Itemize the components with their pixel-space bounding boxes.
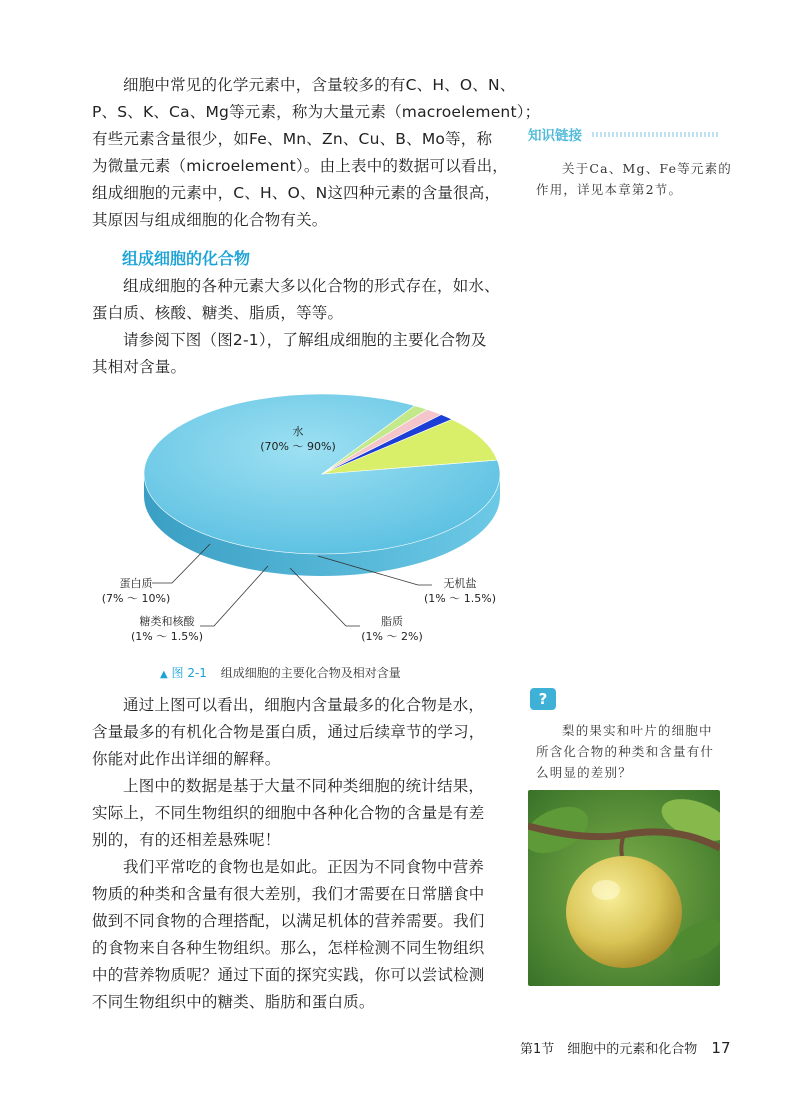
caption-triangle-icon: ▲ [160, 669, 168, 680]
text-line: 组成细胞的各种元素大多以化合物的形式存在，如水、 [123, 277, 500, 295]
footer-section: 第1节 细胞中的元素和化合物 [520, 1042, 698, 1057]
text-line: 我们平常吃的食物也是如此。正因为不同食物中营养 [123, 858, 485, 876]
label-lipid [352, 614, 432, 644]
protein-name: 蛋白质 [119, 577, 153, 590]
text-line: P、S、K、Ca、Mg等元素，称为大量元素（macroelement）； [92, 103, 541, 121]
paragraph-most-water [92, 692, 502, 773]
side-line: 关于Ca、Mg、Fe等元素的 [562, 161, 733, 176]
sugar-name: 糖类和核酸 [139, 615, 195, 628]
label-sugar-nucleic [122, 614, 212, 644]
text-line: 通过上图可以看出，细胞内含量最多的化合物是水， [123, 696, 485, 714]
leader-lipid [290, 568, 360, 626]
side-line: 么明显的差别？ [536, 765, 632, 780]
pear-image [528, 790, 720, 986]
pie-chart [132, 386, 512, 576]
text-line: 物质的种类和含量有很大差别，我们才需要在日常膳食中 [92, 885, 485, 903]
paragraph-food [92, 854, 502, 1016]
label-water [258, 424, 338, 454]
label-protein [96, 576, 176, 606]
figure-number: 图 2-1 [171, 666, 207, 680]
text-line: 做到不同食物的合理搭配，以满足机体的营养需要。我们 [92, 912, 485, 930]
side-line: 所含化合物的种类和含量有什 [536, 744, 715, 759]
knowledge-link-text [536, 158, 733, 200]
protein-range: (7% ～ 10%) [101, 592, 171, 605]
paragraph-elements [92, 72, 541, 234]
page-footer [520, 1038, 731, 1057]
text-line: 蛋白质、核酸、糖类、脂质，等等。 [92, 304, 344, 322]
text-line: 含量最多的有机化合物是蛋白质，通过后续章节的学习， [92, 723, 485, 741]
lipid-range: (1% ～ 2%) [361, 630, 423, 643]
label-inorganic-salt [420, 576, 500, 606]
question-icon: ? [530, 688, 556, 710]
text-line: 实际上，不同生物组织的细胞中各种化合物的含量是有差 [92, 804, 485, 822]
salt-range: (1% ～ 1.5%) [424, 592, 496, 605]
text-line: 细胞中常见的化学元素中，含量较多的有C、H、O、N、 [123, 76, 516, 94]
text-line: 其相对含量。 [92, 358, 187, 376]
water-name: 水 [292, 425, 304, 438]
page-number: 17 [711, 1039, 731, 1057]
section-heading: 组成细胞的化合物 [122, 249, 251, 268]
side-line: 作用，详见本章第2节。 [536, 182, 683, 197]
text-line: 有些元素含量很少，如Fe、Mn、Zn、Cu、B、Mo等，称 [92, 130, 493, 148]
sugar-range: (1% ～ 1.5%) [131, 630, 203, 643]
text-line: 组成细胞的元素中，C、H、O、N这四种元素的含量很高， [92, 184, 501, 202]
side-line: 梨的果实和叶片的细胞中 [562, 723, 713, 738]
figure-caption [160, 664, 401, 681]
text-line: 你能对此作出详细的解释。 [92, 750, 281, 768]
paragraph-statistics [92, 773, 502, 854]
text-line: 上图中的数据是基于大量不同种类细胞的统计结果， [123, 777, 485, 795]
water-range: (70% ～ 90%) [260, 440, 336, 453]
figure-caption-text: 组成细胞的主要化合物及相对含量 [220, 666, 401, 680]
lipid-name: 脂质 [381, 615, 403, 628]
salt-name: 无机盐 [443, 577, 477, 590]
pear-photo [528, 790, 720, 986]
paragraph-compounds [92, 273, 502, 327]
text-line: 为微量元素（microelement）。由上表中的数据可以看出， [92, 157, 509, 175]
text-line: 的食物来自各种生物组织。那么，怎样检测不同生物组织 [92, 939, 485, 957]
knowledge-link-heading [528, 124, 720, 144]
paragraph-refer-figure [92, 327, 502, 381]
dotted-rule [592, 132, 720, 137]
text-line: 请参阅下图（图2-1），了解组成细胞的主要化合物及 [123, 331, 487, 349]
knowledge-link-title: 知识链接 [528, 128, 582, 144]
text-line: 中的营养物质呢？通过下面的探究实践，你可以尝试检测 [92, 966, 485, 984]
question-text [536, 720, 722, 783]
text-line: 不同生物组织中的糖类、脂肪和蛋白质。 [92, 993, 375, 1011]
text-line: 其原因与组成细胞的化合物有关。 [92, 211, 328, 229]
text-line: 别的，有的还相差悬殊呢！ [92, 831, 281, 849]
